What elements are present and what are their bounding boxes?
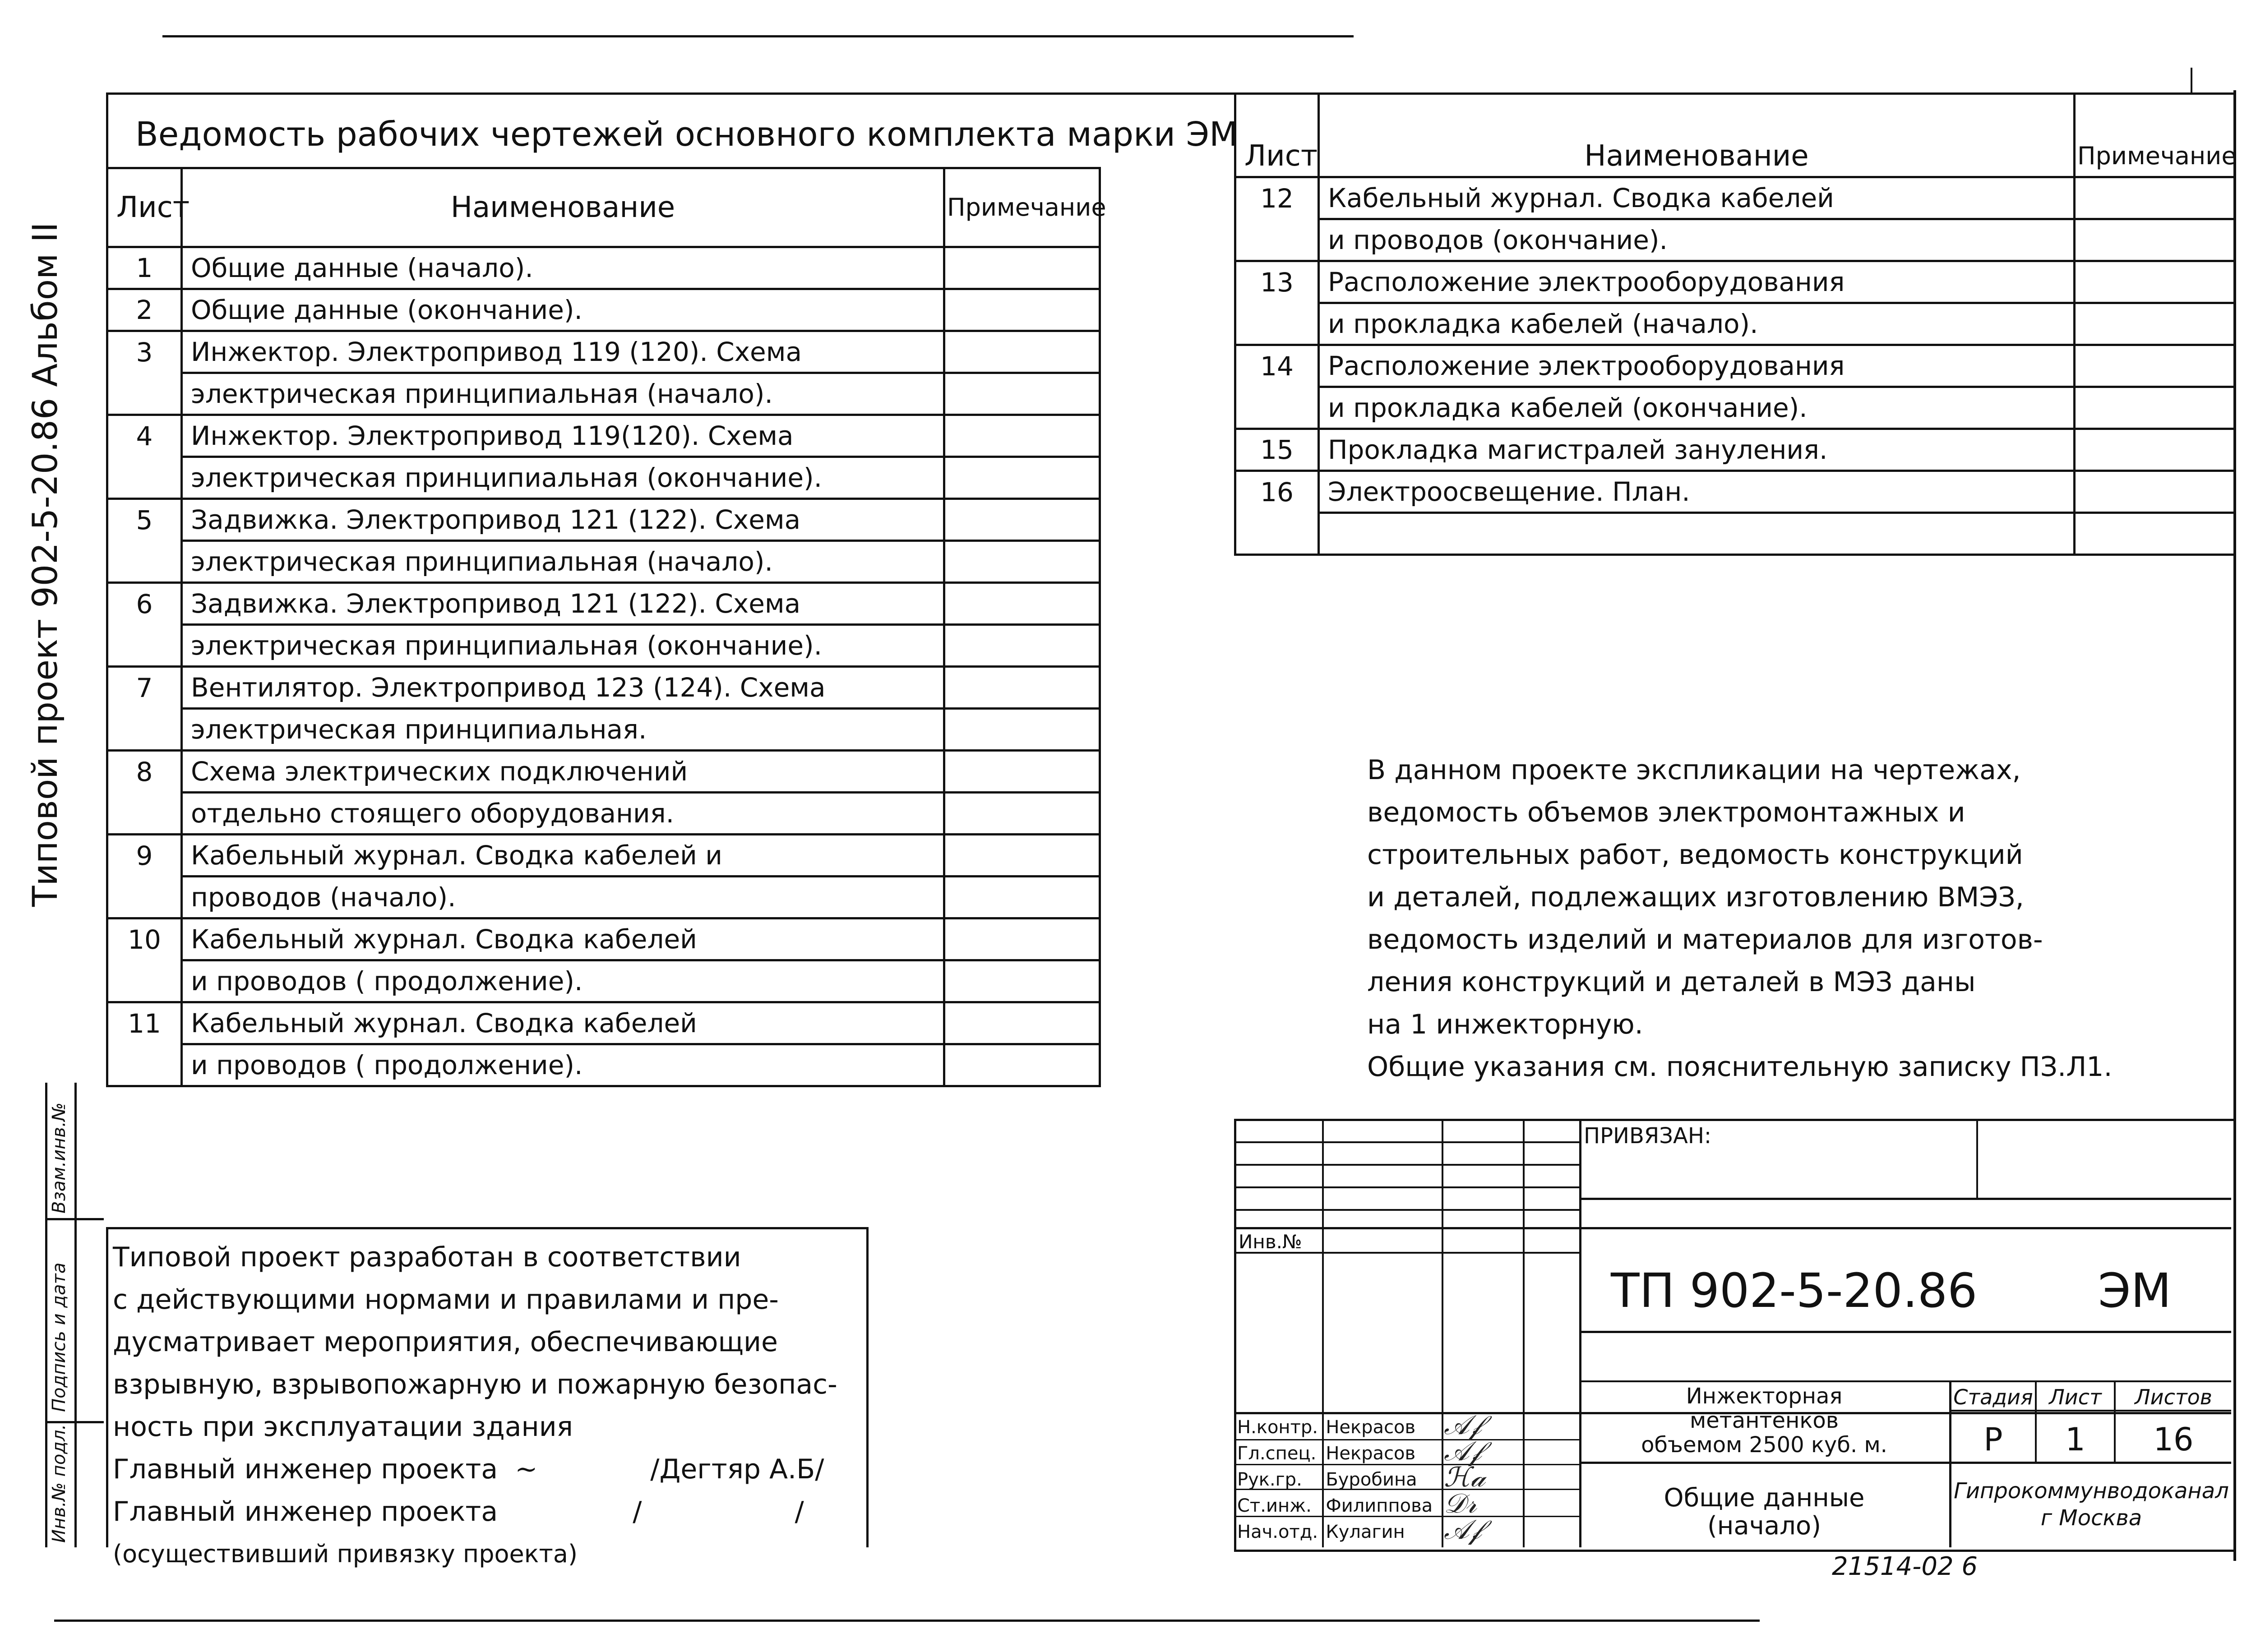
note-line: строительных работ, ведомость конструкций: [1367, 839, 2023, 871]
left_sheet-row: [107, 247, 1100, 289]
chief-engineer-binding-label: Главный инженер проекта: [113, 1496, 498, 1527]
sheet-note: [944, 583, 1100, 625]
sheet-name: Задвижка. Электропривод 121 (122). Схема: [182, 583, 944, 625]
sheet-note: [944, 960, 1100, 1002]
sheet-name: Расположение электрооборудования: [1319, 345, 2075, 387]
left_sheet-row: [107, 667, 1100, 709]
sheet-number: 9: [107, 835, 182, 877]
sheet-number: [1235, 387, 1319, 429]
sheet-number: 12: [1235, 177, 1319, 219]
sheet-note: [2075, 471, 2235, 513]
sheet-note: [2075, 387, 2235, 429]
sheet-note: [944, 289, 1100, 331]
right_sheet-row: [1235, 177, 2235, 219]
signature-role: Рук.гр.: [1237, 1469, 1302, 1490]
note-line: на 1 инжекторную.: [1367, 1009, 1643, 1040]
sheet-name: Инжектор. Электропривод 119(120). Схема: [182, 415, 944, 457]
footer-code: 21514-02 6: [1832, 1552, 1978, 1581]
tb-code-bottom-2: [1579, 1380, 2231, 1382]
left_sheet-row: [107, 625, 1100, 667]
sheet-note: [2075, 513, 2235, 555]
tb-sheet-title-line1: Общие данные: [1664, 1483, 1865, 1513]
sheet-name: Вентилятор. Электропривод 123 (124). Схема: [182, 667, 944, 709]
tb-grid-v4: [1579, 1119, 1581, 1547]
tb-sheets-value: 16: [2153, 1421, 2194, 1458]
signature-row: [1235, 1467, 1443, 1493]
sheet-number: [107, 625, 182, 667]
sheet-name: проводов (начало).: [182, 877, 944, 918]
sheet-name: Общие данные (начало).: [182, 247, 944, 289]
statement-line: с действующими нормами и правилами и пре-: [113, 1284, 779, 1315]
sheet-number: 16: [1235, 471, 1319, 513]
sheet-number: 1: [107, 247, 182, 289]
sheet-note: [944, 457, 1100, 499]
tb-object-line3: объемом 2500 куб. м.: [1641, 1432, 1887, 1458]
sheet-number: 5: [107, 499, 182, 541]
sheet-name: Задвижка. Электропривод 121 (122). Схема: [182, 499, 944, 541]
tb-object: [1584, 1384, 1945, 1457]
sheet-note: [944, 667, 1100, 709]
signature-role: Гл.спец.: [1237, 1443, 1317, 1464]
sheet-note: [2075, 429, 2235, 471]
sheet-number: [1235, 219, 1319, 261]
left-col-sheet: Лист: [107, 168, 182, 247]
tb-sheets-label: Листов: [2135, 1385, 2212, 1409]
chief-engineer-binding-slash-2: /: [795, 1496, 804, 1527]
tb-code: ТП 902-5-20.86: [1611, 1263, 1978, 1318]
sheet-name: Кабельный журнал. Сводка кабелей и: [182, 835, 944, 877]
tb-bound-bottom: [1579, 1198, 2231, 1200]
tb-org-line1: Гипрокоммунводоканал: [1954, 1478, 2229, 1504]
statement-line: взрывную, взрывопожарную и пожарную безопас-: [113, 1369, 837, 1400]
sheet-note: [2075, 219, 2235, 261]
sheet-name: электрическая принципиальная (окончание).: [182, 625, 944, 667]
left-sheet-title: Ведомость рабочих чертежей основного комплекта марки ЭМ: [135, 115, 1238, 154]
frame-right-tick: [2191, 68, 2192, 95]
sheet-number: [1235, 303, 1319, 345]
sheet-number: 10: [107, 918, 182, 960]
left_sheet-row: [107, 709, 1100, 751]
tb-mark: ЭМ: [2098, 1263, 2172, 1318]
signature-mark-5: 𝒜𝒻: [1444, 1514, 1482, 1546]
left_sheet-row: [107, 331, 1100, 373]
sheet-note: [944, 625, 1100, 667]
right-sheet-table: [1234, 92, 2236, 556]
left_sheet-row: [107, 499, 1100, 541]
sheet-name: и прокладка кабелей (начало).: [1319, 303, 2075, 345]
sheet-note: [944, 793, 1100, 835]
side-stamp-line-inner: [74, 1083, 77, 1547]
tb-grid-h4: [1234, 1209, 1581, 1211]
sheet-name: и проводов (окончание).: [1319, 219, 2075, 261]
sheet-number: [107, 541, 182, 583]
tb-stage-h1: [1949, 1410, 2231, 1412]
sheet-name: и проводов ( продолжение).: [182, 960, 944, 1002]
right-table-header: [1235, 94, 2235, 177]
sheet-name: отдельно стоящего оборудования.: [182, 793, 944, 835]
tb-org: [1951, 1477, 2231, 1532]
sheet-note: [944, 373, 1100, 415]
tb-inv-label: Инв.№: [1239, 1231, 1302, 1253]
left_sheet-row: [107, 793, 1100, 835]
sheet-name: и прокладка кабелей (окончание).: [1319, 387, 2075, 429]
left_sheet-row: [107, 877, 1100, 918]
tb-org-line2: г Москва: [2040, 1505, 2142, 1531]
sheet-note: [2075, 177, 2235, 219]
signature-role: Н.контр.: [1237, 1417, 1318, 1438]
right_sheet-row: [1235, 219, 2235, 261]
left-table-top-border: [106, 92, 108, 169]
tb-grid-h2: [1234, 1164, 1581, 1166]
tb-stage-value: Р: [1983, 1421, 2003, 1458]
sheet-note: [944, 541, 1100, 583]
right_sheet-row: [1235, 429, 2235, 471]
sheet-name: [1319, 513, 2075, 555]
bottom-rule: [54, 1620, 1760, 1622]
left_sheet-row: [107, 1044, 1100, 1086]
left-col-note: Примечание: [944, 168, 1100, 247]
signature-person: Филиппова: [1326, 1495, 1433, 1516]
sheet-number: 2: [107, 289, 182, 331]
statement-text: [113, 1236, 837, 1575]
sheet-note: [944, 331, 1100, 373]
left_sheet-row: [107, 541, 1100, 583]
chief-engineer-signature: ~: [506, 1454, 546, 1485]
sheet-note: [944, 499, 1100, 541]
tb-object-line2: метантенков: [1689, 1408, 1839, 1433]
top-rule: [162, 35, 1354, 37]
note-line: Общие указания см. пояснительную записку ПЗ.Л1.: [1367, 1051, 2113, 1083]
tb-roles: [1235, 1414, 1443, 1545]
sheet-number: [1235, 513, 1319, 555]
tb-bound-label: ПРИВЯЗАН:: [1584, 1123, 1712, 1149]
sheet-note: [944, 918, 1100, 960]
tb-sheet-title: [1584, 1484, 1945, 1540]
sheet-number: [107, 793, 182, 835]
left_sheet-row: [107, 918, 1100, 960]
side-stamp-inv-subst: Взам.инв.№: [49, 1102, 69, 1214]
sheet-name: Прокладка магистралей зануления.: [1319, 429, 2075, 471]
note-line: и деталей, подлежащих изготовлению ВМЭЗ,: [1367, 881, 2024, 913]
sheet-number: [107, 877, 182, 918]
chief-engineer-label: Главный инженер проекта: [113, 1454, 498, 1485]
side-stamp-main: Типовой проект 902-5-20.86 Альбом II: [25, 222, 65, 907]
sheet-number: 13: [1235, 261, 1319, 303]
left_sheet-row: [107, 583, 1100, 625]
sheet-note: [944, 751, 1100, 793]
side-stamp-inv-orig: Инв.№ подл.: [49, 1424, 69, 1543]
sheet-name: Кабельный журнал. Сводка кабелей: [1319, 177, 2075, 219]
left_sheet-row: [107, 457, 1100, 499]
signature-person: Некрасов: [1326, 1443, 1416, 1464]
sheet-note: [944, 835, 1100, 877]
signature-role: Ст.инж.: [1237, 1495, 1312, 1516]
sheet-note: [944, 247, 1100, 289]
right-col-sheet: Лист: [1235, 94, 1319, 177]
tb-grid-h1: [1234, 1141, 1581, 1143]
signature-mark-4: 𝒟𝓇: [1444, 1488, 1477, 1519]
sheet-number: [107, 1044, 182, 1086]
sheet-name: Кабельный журнал. Сводка кабелей: [182, 918, 944, 960]
signature-person: Некрасов: [1326, 1417, 1416, 1438]
signature-row: [1235, 1519, 1443, 1545]
left_sheet-row: [107, 751, 1100, 793]
sheet-number: 14: [1235, 345, 1319, 387]
note-line: ведомость объемов электромонтажных и: [1367, 797, 1965, 828]
sheet-number: [107, 709, 182, 751]
side-stamp-div-2: [45, 1421, 104, 1423]
sheet-name: Инжектор. Электропривод 119 (120). Схема: [182, 331, 944, 373]
left_sheet-row: [107, 1002, 1100, 1044]
statement-line: дусматривает мероприятия, обеспечивающие: [113, 1326, 778, 1358]
right_sheet-row: [1235, 261, 2235, 303]
left-col-name: Наименование: [182, 168, 944, 247]
left_sheet-row: [107, 289, 1100, 331]
signature-mark-1: 𝒜𝒻: [1444, 1409, 1482, 1441]
sheet-note: [944, 877, 1100, 918]
signature-mark-2: 𝒜𝒻: [1444, 1435, 1482, 1467]
sheet-name: Схема электрических подключений: [182, 751, 944, 793]
sheet-number: 6: [107, 583, 182, 625]
statement-line: ность при эксплуатации здания: [113, 1411, 573, 1443]
sheet-name: Кабельный журнал. Сводка кабелей: [182, 1002, 944, 1044]
sheet-name: электрическая принципиальная (окончание).: [182, 457, 944, 499]
right_sheet-row: [1235, 345, 2235, 387]
binding-note: (осуществивший привязку проекта): [113, 1540, 578, 1568]
sheet-name: и проводов ( продолжение).: [182, 1044, 944, 1086]
left_sheet-row: [107, 960, 1100, 1002]
sheet-note: [944, 709, 1100, 751]
sheet-name: Общие данные (окончание).: [182, 289, 944, 331]
note-line: В данном проекте экспликации на чертежах,: [1367, 754, 2021, 786]
sheet-note: [2075, 345, 2235, 387]
sheet-number: [107, 457, 182, 499]
tb-code-bottom: [1579, 1331, 2231, 1333]
sheet-number: 7: [107, 667, 182, 709]
right_sheet-row: [1235, 387, 2235, 429]
tb-signatures: [1444, 1409, 1579, 1547]
left_sheet-row: [107, 415, 1100, 457]
sheet-number: 15: [1235, 429, 1319, 471]
sheet-name: Электроосвещение. План.: [1319, 471, 2075, 513]
tb-sheet-title-line2: (начало): [1707, 1511, 1821, 1541]
tb-stage-h2: [1579, 1462, 2231, 1464]
sheet-number: 8: [107, 751, 182, 793]
note-line: ления конструкций и деталей в МЭЗ даны: [1367, 966, 1976, 998]
sheet-note: [944, 1002, 1100, 1044]
sheet-name: электрическая принципиальная (начало).: [182, 541, 944, 583]
tb-grid-h3: [1234, 1186, 1581, 1188]
sheet-number: [107, 373, 182, 415]
sheet-note: [944, 415, 1100, 457]
left-table-top-rule: [106, 92, 1243, 95]
left_sheet-row: [107, 835, 1100, 877]
side-stamp-div-1: [45, 1218, 104, 1220]
sheet-number: [107, 960, 182, 1002]
statement-line: Типовой проект разработан в соответствии: [113, 1241, 741, 1273]
right_sheet-row: [1235, 303, 2235, 345]
tb-sheet-value: 1: [2065, 1421, 2085, 1458]
tb-sheet-label: Лист: [2049, 1385, 2102, 1409]
right-col-note: Примечание: [2075, 94, 2235, 177]
tb-stage-label: Стадия: [1953, 1385, 2033, 1409]
right-col-name: Наименование: [1319, 94, 2075, 177]
tb-object-line1: Инжекторная: [1686, 1384, 1843, 1409]
signature-row: [1235, 1493, 1443, 1519]
sheet-note: [2075, 303, 2235, 345]
signature-mark-3: ℋ𝒶: [1444, 1462, 1486, 1493]
chief-engineer-name: /Дегтяр А.Б/: [650, 1454, 824, 1485]
left-sheet-table: [106, 167, 1106, 1087]
left-table-header: [107, 168, 1100, 247]
tb-bound-split: [1976, 1119, 1978, 1200]
sheet-number: 4: [107, 415, 182, 457]
chief-engineer-row: [113, 1448, 837, 1490]
signature-row: [1235, 1440, 1443, 1467]
sheet-name: Расположение электрооборудования: [1319, 261, 2075, 303]
sheet-number: 3: [107, 331, 182, 373]
chief-engineer-binding-row: [113, 1490, 837, 1533]
sheet-note: [2075, 261, 2235, 303]
signature-row: [1235, 1414, 1443, 1440]
signature-person: Буробина: [1326, 1469, 1417, 1490]
right_sheet-row: [1235, 471, 2235, 513]
sheet-name: электрическая принципиальная.: [182, 709, 944, 751]
signature-person: Кулагин: [1326, 1522, 1405, 1542]
side-stamp-line-outer: [45, 1083, 47, 1547]
side-stamp-sign-date: Подпись и дата: [49, 1262, 69, 1412]
right_sheet-row: [1235, 513, 2235, 555]
tb-grid-h5: [1234, 1227, 2231, 1229]
general-note: [1367, 749, 2113, 1088]
sheet-number: 11: [107, 1002, 182, 1044]
left_sheet-row: [107, 373, 1100, 415]
chief-engineer-binding-slash: /: [633, 1496, 642, 1527]
sheet-name: электрическая принципиальная (начало).: [182, 373, 944, 415]
signature-role: Нач.отд.: [1237, 1522, 1318, 1542]
sheet-note: [944, 1044, 1100, 1086]
note-line: ведомость изделий и материалов для изготов-: [1367, 924, 2043, 955]
